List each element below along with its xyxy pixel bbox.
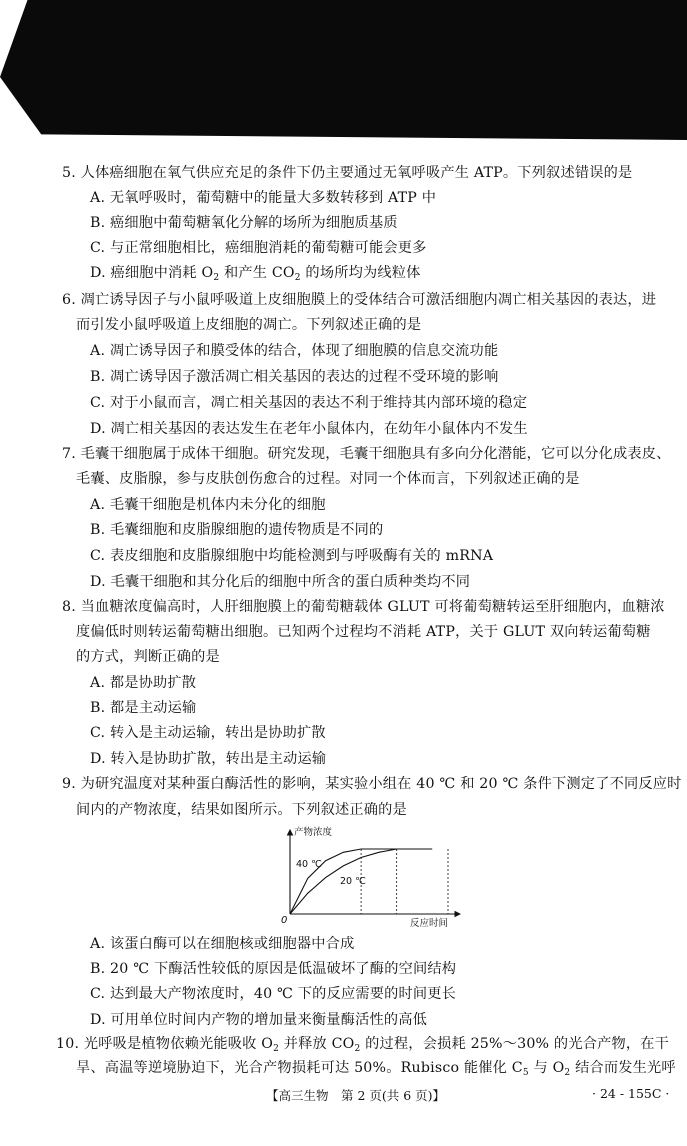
q5-option-b: B. 癌细胞中葡萄糖氧化分解的场所为细胞质基质 <box>90 215 398 231</box>
q6-option-d: D. 凋亡相关基因的表达发生在老年小鼠体内，在幼年小鼠体内不发生 <box>90 421 528 437</box>
q8-stem-line1: 8. 当血糖浓度偏高时，人肝细胞膜上的葡萄糖载体 GLUT 可将葡萄糖转运至肝细胞内，血糖浓 <box>62 599 665 615</box>
q7-option-c: C. 表皮细胞和皮脂腺细胞中均能检测到与呼吸酶有关的 mRNA <box>90 548 494 564</box>
q7-stem-line2: 毛囊、皮脂腺，参与皮肤创伤愈合的过程。对同一个体而言，下列叙述正确的是 <box>76 471 580 487</box>
page-footer: 【高三生物 第 2 页(共 6 页)】 <box>266 1088 446 1103</box>
q6-stem-line2: 而引发小鼠呼吸道上皮细胞的凋亡。下列叙述正确的是 <box>76 317 422 333</box>
y-axis-label: 产物浓度 <box>294 827 333 838</box>
series-label-20: 20 ℃ <box>340 876 366 887</box>
q9-stem-line1: 9. 为研究温度对某种蛋白酶活性的影响，某实验小组在 40 ℃ 和 20 ℃ 条件下测定了不同反应时 <box>62 776 682 792</box>
page-code: · 24 - 155C · <box>592 1086 670 1101</box>
x-axis-label: 反应时间 <box>410 918 449 929</box>
q9-stem-line2: 间内的产物浓度，结果如图所示。下列叙述正确的是 <box>76 802 407 818</box>
q7-option-b: B. 毛囊细胞和皮脂腺细胞的遗传物质是不同的 <box>90 522 384 538</box>
q6-option-a: A. 凋亡诱导因子和膜受体的结合，体现了细胞膜的信息交流功能 <box>90 343 499 359</box>
q10-stem-line1: 10. 光呼吸是植物依赖光能吸收 $O_2$ 并释放 $CO_2$ 的过程，会损耗 25%～30% 的光合产物，在干 <box>56 1036 670 1054</box>
q7-option-a: A. 毛囊干细胞是机体内未分化的细胞 <box>90 497 326 513</box>
q8-stem-line2: 度偏低时则转运葡萄糖出细胞。已知两个过程均不消耗 ATP，关于 GLUT 双向转运葡萄糖 <box>76 624 651 640</box>
q8-stem-line3: 的方式，判断正确的是 <box>76 649 220 665</box>
q7-option-d: D. 毛囊干细胞和其分化后的细胞中所含的蛋白质种类均不同 <box>90 574 471 590</box>
q5-stem: 5. 人体癌细胞在氧气供应充足的条件下仍主要通过无氧呼吸产生 ATP。下列叙述错误的是 <box>62 165 633 181</box>
q5-option-d: D. 癌细胞中消耗 $O_2$ 和产生 $CO_2$ 的场所均为线粒体 <box>90 265 421 283</box>
q6-option-c: C. 对于小鼠而言，凋亡相关基因的表达不利于维持其内部环境的稳定 <box>90 395 528 411</box>
redacted-header-block <box>0 0 687 140</box>
series-label-40: 40 ℃ <box>296 859 322 870</box>
q6-option-b: B. 凋亡诱导因子激活凋亡相关基因的表达的过程不受环境的影响 <box>90 369 499 385</box>
q10-stem-line2: 旱、高温等逆境胁迫下，光合产物损耗可达 50%。Rubisco 能催化 $C_5$ 与 $O_2$ 结合而发生光呼 <box>76 1060 676 1078</box>
q9-option-d: D. 可用单位时间内产物的增加量来衡量酶活性的高低 <box>90 1012 428 1028</box>
q9-option-c: C. 达到最大产物浓度时，40 ℃ 下的反应需要的时间更长 <box>90 986 457 1002</box>
q5-option-c: C. 与正常细胞相比，癌细胞消耗的葡萄糖可能会更多 <box>90 240 427 256</box>
origin-label: 0 <box>281 915 288 926</box>
q7-stem-line1: 7. 毛囊干细胞属于成体干细胞。研究发现，毛囊干细胞具有多向分化潜能，它可以分化成表皮、 <box>62 446 671 462</box>
q8-option-a: A. 都是协助扩散 <box>90 675 197 691</box>
q9-chart <box>270 822 470 932</box>
q8-option-d: D. 转入是协助扩散，转出是主动运输 <box>90 751 327 767</box>
q9-option-b: B. 20 ℃ 下酶活性较低的原因是低温破坏了酶的空间结构 <box>90 961 457 977</box>
q8-option-b: B. 都是主动运输 <box>90 700 197 716</box>
q9-option-a: A. 该蛋白酶可以在细胞核或细胞器中合成 <box>90 936 355 952</box>
q6-stem-line1: 6. 凋亡诱导因子与小鼠呼吸道上皮细胞膜上的受体结合可激活细胞内凋亡相关基因的表达，进 <box>62 292 657 308</box>
q8-option-c: C. 转入是主动运输，转出是协助扩散 <box>90 725 326 741</box>
q5-option-a: A. 无氧呼吸时，葡萄糖中的能量大多数转移到 ATP 中 <box>90 190 437 206</box>
